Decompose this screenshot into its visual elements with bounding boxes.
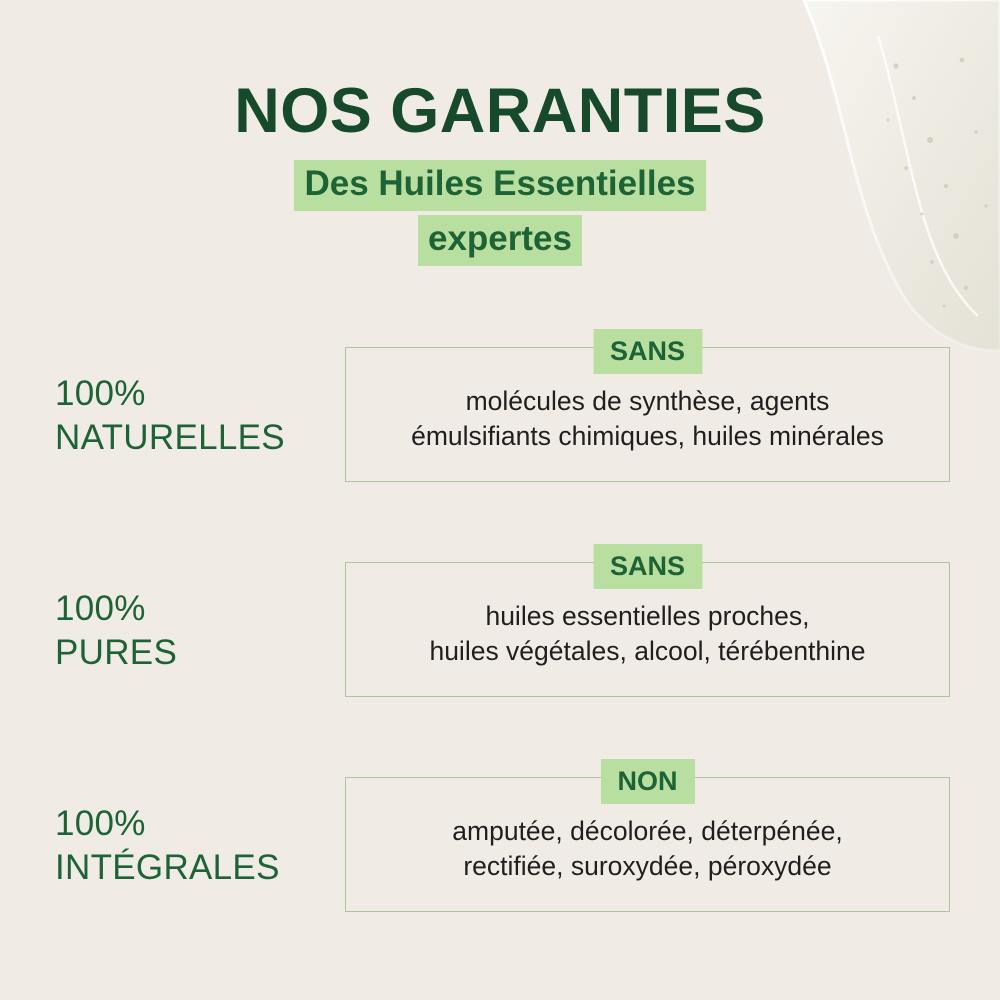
guarantee-box [345,766,950,912]
subtitle-line-2: expertes [418,215,582,266]
guarantee-row [0,760,1000,975]
guarantee-text [362,599,933,669]
guarantee-label [55,802,280,891]
subtitle [0,160,1000,266]
guarantee-text-line-1: huiles essentielles proches, [485,601,810,631]
guarantee-text-line-1: molécules de synthèse, agents [465,386,830,416]
guarantee-label-line-1: 100% [55,589,146,628]
guarantee-label-line-2: INTÉGRALES [55,848,280,888]
guarantee-box [345,551,950,697]
guarantee-label [55,372,285,461]
guarantees-list [0,330,1000,975]
guarantee-text-line-2: huiles végétales, alcool, térébenthine [429,636,866,667]
guarantee-badge: NON [601,759,695,804]
guarantee-label [55,587,177,676]
subtitle-line-1: Des Huiles Essentielles [294,160,705,211]
guarantee-label-line-1: 100% [55,374,146,413]
page-title: NOS GARANTIES [234,76,766,146]
guarantee-text-line-1: amputée, décolorée, déterpénée, [452,816,843,846]
guarantee-badge: SANS [593,544,702,589]
guarantee-label-line-2: NATURELLES [55,418,285,458]
guarantee-badge: SANS [593,329,702,374]
guarantee-text-line-2: rectifiée, suroxydée, péroxydée [463,851,832,882]
guarantee-text-line-2: émulsifiants chimiques, huiles minérales [411,421,884,452]
guarantee-text [362,384,933,454]
header [0,78,1000,266]
guarantee-label-line-2: PURES [55,633,178,673]
guarantee-row [0,330,1000,545]
guarantee-text [362,814,933,884]
guarantee-row [0,545,1000,760]
guarantee-box [345,336,950,482]
guarantee-label-line-1: 100% [55,804,146,843]
